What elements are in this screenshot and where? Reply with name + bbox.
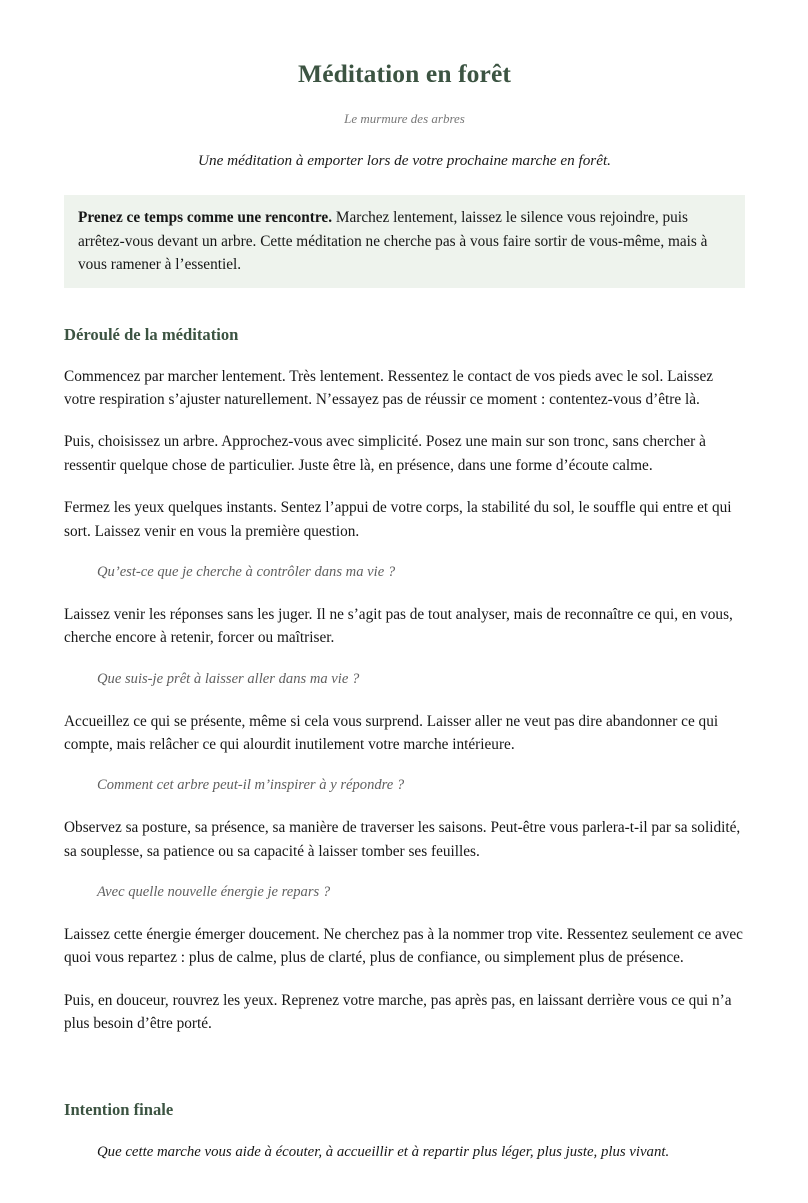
callout-text: Marchez lentement, laissez le silence vous rejoindre, puis arrêtez-vous devant un arbre. Cette méditation ne cherche pas à vous faire sortir de vous-même, mais à vous ramener à l’essentiel. bbox=[78, 209, 708, 273]
page-title: Méditation en forêt bbox=[298, 59, 511, 88]
paragraph: Laissez cette énergie émerger doucement. Ne cherchez pas à la nommer trop vite. Ressentez seulement ce avec quoi vous repartez : plus de calme, plus de clarté, plus de confiance, ou simplement plus de présence. bbox=[64, 925, 743, 967]
section-heading-intention-finale: Intention finale bbox=[64, 1100, 174, 1120]
paragraph: Accueillez ce qui se présente, même si cela vous surprend. Laisser aller ne veut pas dire abandonner ce qui compte, mais relâcher ce qui alourdit inutilement votre marche intérieure. bbox=[64, 712, 719, 753]
callout-box bbox=[64, 195, 745, 288]
paragraph: Fermez les yeux quelques instants. Sentez l’appui de votre corps, la stabilité du sol, le souffle qui entre et qui sort. Laissez venir en vous la première question. bbox=[64, 499, 732, 540]
document-lede: Une méditation à emporter lors de votre prochaine marche en forêt. bbox=[198, 151, 611, 169]
meditation-question: Comment cet arbre peut-il m’inspirer à y répondre ? bbox=[97, 777, 405, 794]
meditation-question: Que suis-je prêt à laisser aller dans ma vie ? bbox=[97, 670, 360, 687]
meditation-question: Qu’est-ce que je cherche à contrôler dans ma vie ? bbox=[97, 563, 396, 580]
paragraph: Commencez par marcher lentement. Très lentement. Ressentez le contact de vos pieds avec le sol. Laissez votre respiration s’ajuster naturellement. N’essayez pas de réussir ce moment : contentez-vous d’être là. bbox=[64, 367, 714, 408]
paragraph: Puis, en douceur, rouvrez les yeux. Reprenez votre marche, pas après pas, en laissant derrière vous ce qui n’a plus besoin d’être porté. bbox=[64, 991, 732, 1033]
meditation-question: Avec quelle nouvelle énergie je repars ? bbox=[97, 883, 331, 900]
section-heading-deroule: Déroulé de la méditation bbox=[64, 325, 239, 345]
paragraph: Observez sa posture, sa présence, sa manière de traverser les saisons. Peut-être vous parlera-t-il par sa solidité, sa souplesse, sa patience ou sa capacité à laisser tomber ses feuilles. bbox=[64, 819, 741, 860]
callout-lead: Prenez ce temps comme une rencontre. bbox=[78, 209, 333, 227]
document-subtitle: Le murmure des arbres bbox=[344, 110, 465, 126]
paragraph: Laissez venir les réponses sans les juger. Il ne s’agit pas de tout analyser, mais de reconnaître ce qui, en vous, cherche encore à retenir, forcer ou maîtriser. bbox=[64, 605, 733, 647]
closing-intention: Que cette marche vous aide à écouter, à accueillir et à repartir plus léger, plus juste, plus vivant. bbox=[97, 1143, 670, 1160]
paragraph: Puis, choisissez un arbre. Approchez-vous avec simplicité. Posez une main sur son tronc, sans chercher à ressentir quelque chose de particulier. Juste être là, en présence, dans une forme d’écoute calme. bbox=[64, 433, 706, 474]
